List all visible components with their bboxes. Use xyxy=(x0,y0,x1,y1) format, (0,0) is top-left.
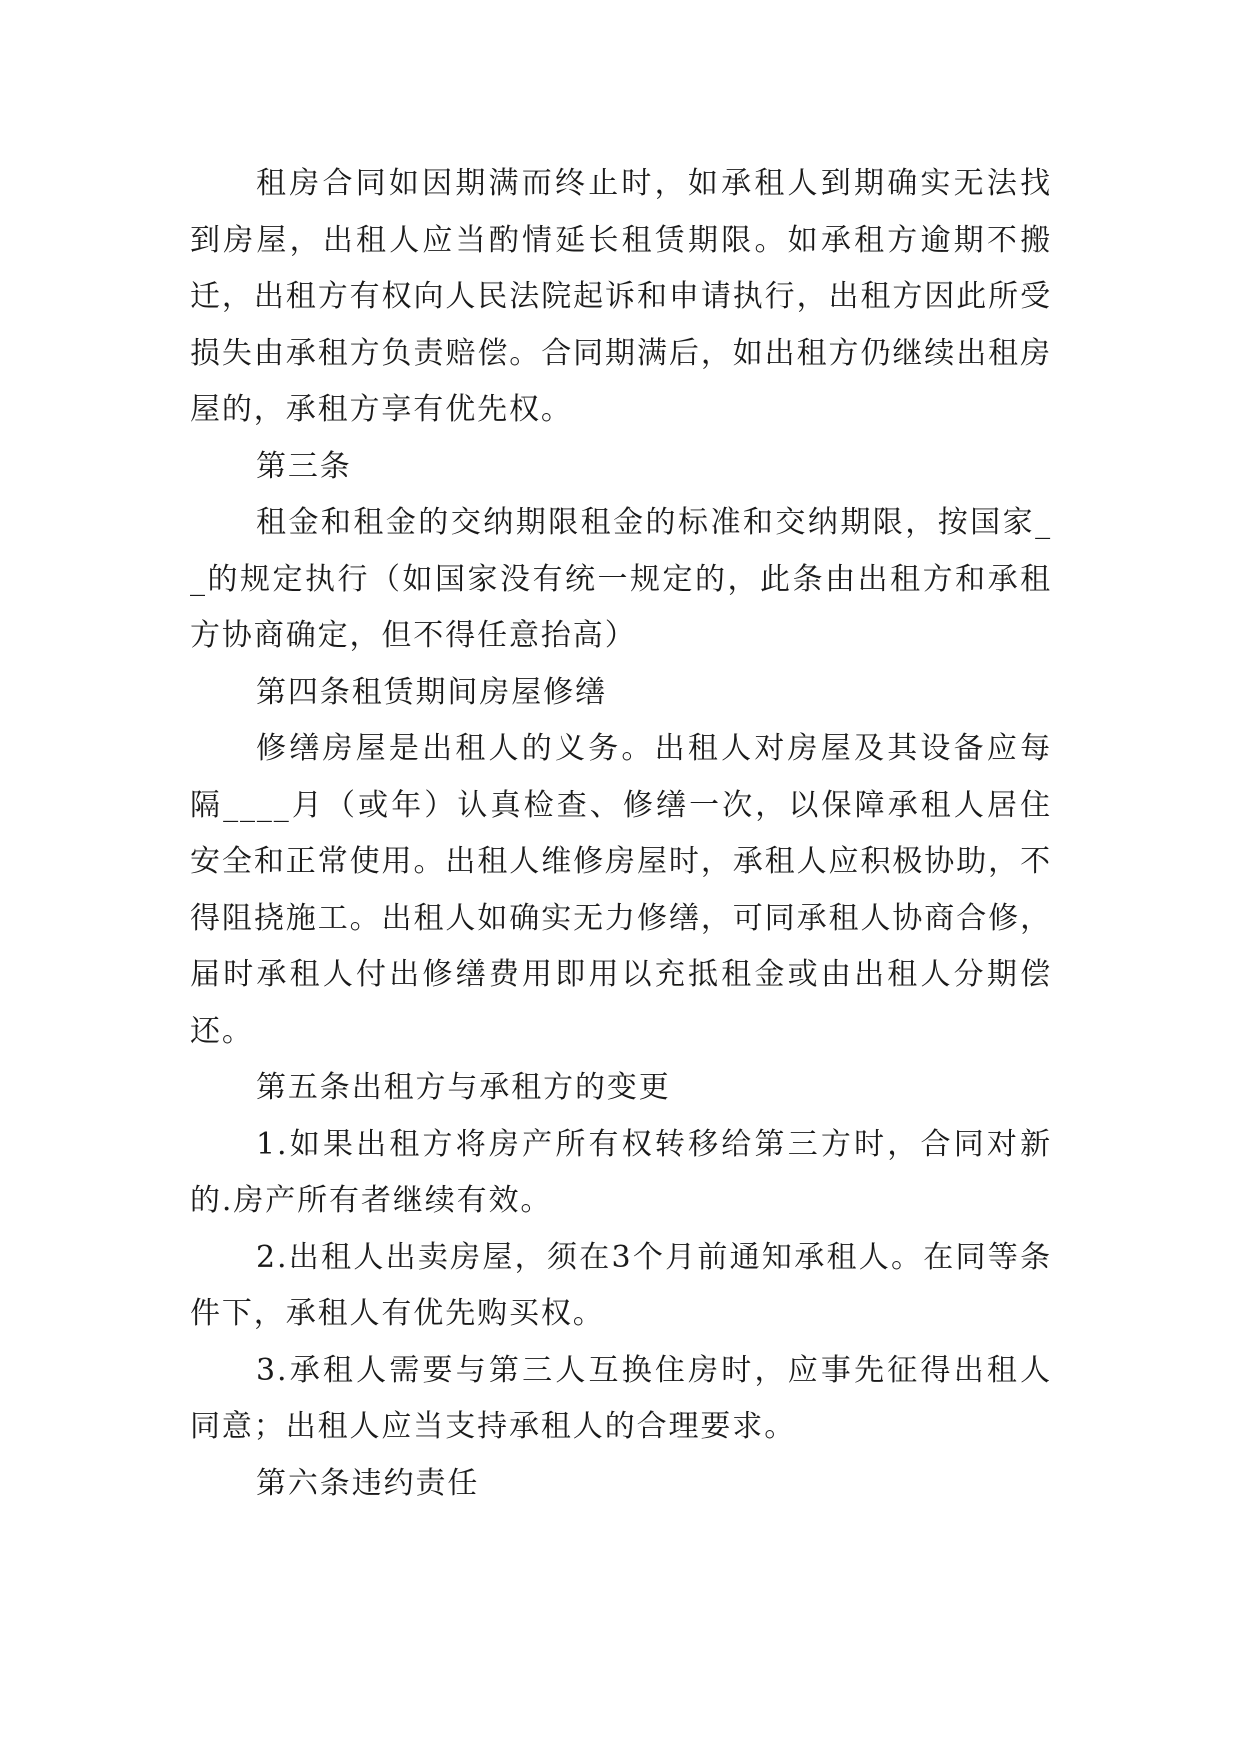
paragraph-change-2: 2.出租人出卖房屋，须在3个月前通知承租人。在同等条件下，承租人有优先购买权。 xyxy=(190,1239,1052,1331)
paragraph-lease-expiry: 租房合同如因期满而终止时，如承租人到期确实无法找到房屋，出租人应当酌情延长租赁期限。如承租方逾期不搬迁，出租方有权向人民法院起诉和申请执行，出租方因此所受损失由承租方负责赔偿。合同期满后，如出租方仍继续出租房屋的，承租方享有优先权。 xyxy=(190,166,1052,427)
article-6-heading: 第六条违约责任 xyxy=(256,1465,480,1501)
article-5-heading: 第五条出租方与承租方的变更 xyxy=(256,1070,671,1105)
article-3-heading: 第三条 xyxy=(256,448,352,484)
paragraph-change-3: 3.承租人需要与第三人互换住房时，应事先征得出租人同意；出租人应当支持承租人的合理要求。 xyxy=(190,1352,1052,1444)
article-4-heading: 第四条租赁期间房屋修缮 xyxy=(256,674,607,710)
paragraph-repairs: 修缮房屋是出租人的义务。出租人对房屋及其设备应每隔____月（或年）认真检查、修缮一次，以保障承租人居住安全和正常使用。出租人维修房屋时，承租人应积极协助，不得阻挠施工。出租人如确实无力修缮，可同承租人协商合修，届时承租人付出修缮费用即用以充抵租金或由出租人分期偿还。 xyxy=(190,731,1052,1049)
paragraph-change-1: 1.如果出租方将房产所有权转移给第三方时，合同对新的.房产所有者继续有效。 xyxy=(190,1126,1052,1218)
document-body xyxy=(190,156,1052,1512)
paragraph-rent-terms: 租金和租金的交纳期限租金的标准和交纳期限，按国家__的规定执行（如国家没有统一规定的，此条由出租方和承租方协商确定，但不得任意抬高） xyxy=(190,505,1052,653)
